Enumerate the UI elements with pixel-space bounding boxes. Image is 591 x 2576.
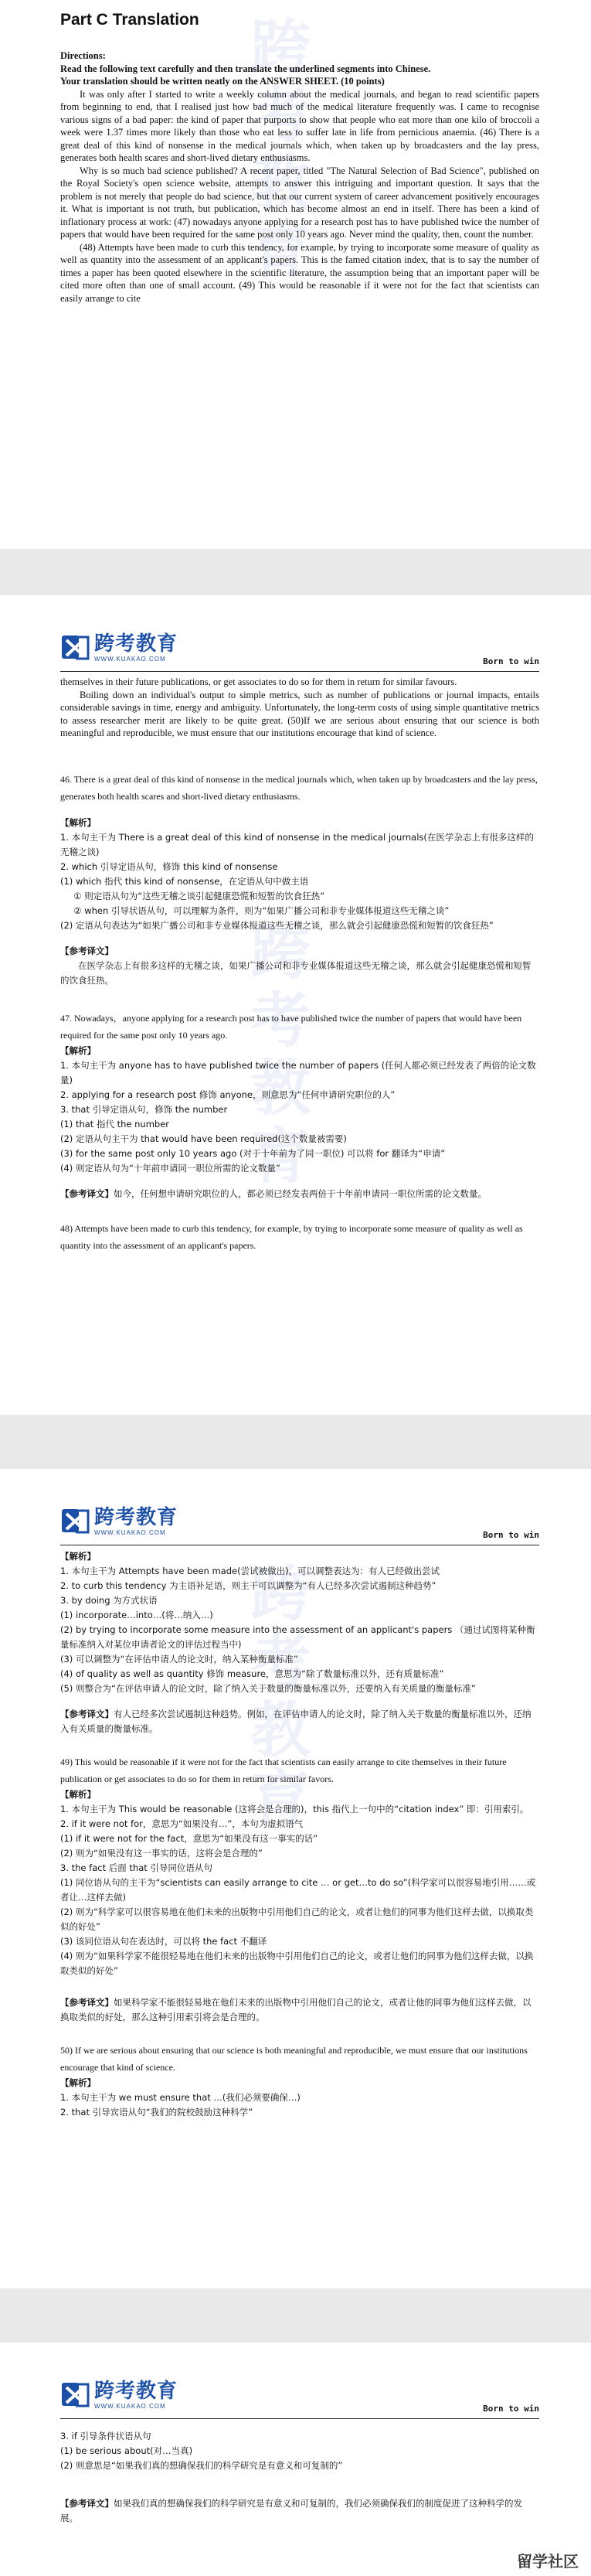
brand-logo [60, 2380, 215, 2414]
q46-analysis-5: ② when 引导状语从句，可以理解为条件，则为“如果广播公司和非专业媒体报道这些无稽之谈” [73, 905, 450, 916]
analysis-label: 【解析】 [60, 1789, 96, 1800]
q49-analysis-7: (2) 则为“科学家可以很容易地在他们未来的出版物中引用他们自己的论文，或者让他们的同事为他们这样去做，以换取类似的好处” [60, 1906, 534, 1932]
q50-analysis-2: 2. that 引导宾语从句“我们的院校鼓励这种科学” [60, 2107, 253, 2118]
question-46: 46. There is a great deal of this kind of nonsense in the medical journals which, when taken up by broadcasters and the lay press, generates both health scares and short-lived dietary enthusiasms. [60, 773, 538, 802]
passage-paragraph-2: Why is so much bad science published? A recent paper, titled "The Natural Selection of Bad Science", published on the Royal Society's open science website, attempts to answer this intriguing and important question. It says that the problem is not merely that people do bad science, but that our current system of career advancement positively encourages it. What is important is not truth, but publication, which has become almost an end in itself. There has been a kind of inflationary process at work: (47) nowadays anyone applying for a research post has to have published twice the number of papers that would have been required for the same post only 10 years ago. Never mind the quality, then, count the number. [60, 165, 539, 240]
watermark: 跨考教育 [240, 920, 310, 1192]
logo-text: 跨考教育 [94, 1506, 178, 1529]
q49-reference [60, 1995, 539, 2025]
q48-analysis-4: (1) incorporate…into…(将…纳入…) [60, 1610, 213, 1620]
q46-analysis-4: ① 则定语从句为“这些无稽之谈引起健康恐慌和短暂的饮食狂热” [73, 890, 325, 901]
directions-line-2: Your translation should be written neatly on the ANSWER SHEET. (10 points) [60, 76, 385, 87]
slogan: Born to win [483, 656, 539, 666]
q47-reference-text: 如今，任何想申请研究职位的人，都必须已经发表两倍于十年前申请同一职位所需的论文数量。 [114, 1187, 487, 1199]
question-47: 47. Nowadays，anyone applying for a research post has to have published twice the number of papers that would have been required for the same post only 10 years ago. [60, 1012, 522, 1041]
q49-analysis-8: (3) 该同位语从句在表达时，可以将 the fact 不翻译 [60, 1936, 267, 1947]
slogan: Born to win [483, 2404, 539, 2414]
q48-analysis-8: (5) 则整合为“在评估申请人的论文时，除了纳入关于数量的衡量标准以外，还要纳入有关质量的衡量标准” [60, 1683, 476, 1694]
passage-paragraph-continued: themselves in their future publications, or get associates to do so for them in return for similar favours. [60, 676, 457, 687]
q49-reference-text: 如果科学家不能很轻易地在他们未来的出版物中引用他们自己的论文，或者让他的同事为他们这样去做，以换取类似的好处，那么这种引用索引将会是合理的。 [60, 1997, 532, 2022]
q48-analysis-7: (4) of quality as well as quantity 修饰 measure，意思为“除了数量标准以外，还有质量标准” [60, 1668, 444, 1679]
q49-analysis-5: 3. the fact 后面 that 引导同位语从句 [60, 1862, 212, 1873]
page-header [60, 1500, 539, 1545]
q50-analysis-1: 1. 本句主干为 we must ensure that …(我们必须要确保…) [60, 2092, 301, 2103]
q47-reference [60, 1187, 539, 1201]
q46-analysis-6: (2) 定语从句表达为“如果广播公司和非专业媒体报道这些无稽之谈，那么就会引起健康恐慌和短暂的饮食狂热” [60, 919, 494, 931]
q47-analysis-2: 2. applying for a research post 修饰 anyone，则意思为“任何申请研究职位的人” [60, 1089, 396, 1100]
q48-reference [60, 1707, 539, 1736]
page-gap [0, 1415, 591, 1469]
question-49: 49) This would be reasonable if it were not for the fact that scientists can easily arrange to cite themselves in their future publication or get associates to do so for them in return for similar favors. [60, 1757, 507, 1784]
analysis-label: 【解析】 [60, 816, 96, 828]
watermark: 跨考教育 [240, 15, 310, 288]
q47-analysis-7: (4) 则定语从句为“十年前申请同一职位所需的论文数量” [60, 1162, 280, 1174]
reference-label: 【参考译文】 [60, 1709, 114, 1719]
q49-analysis-2: 2. if it were not for，意思为“如果没有…”，本句为虚拟语气 [60, 1818, 304, 1829]
q47-analysis-3: 3. that 引导定语从句，修饰 the number [60, 1103, 228, 1115]
directions-label: Directions: [60, 50, 106, 61]
question-48: 48) Attempts have been made to curb this tendency, for example, by trying to incorporate some measure of quality as well as quantity into the assessment of an applicant's papers. [60, 1222, 523, 1251]
logo-text: 跨考教育 [94, 632, 178, 656]
q48-reference-text: 有人已经多次尝试遏制这种趋势。例如，在评估申请人的论文时，除了纳入关于数量的衡量标准以外，还纳入有关质量的衡量标准。 [60, 1709, 532, 1734]
q49-analysis-4: (2) 则为“如果没有这一事实的话，这将会是合理的” [60, 1848, 263, 1859]
q46-analysis-3: (1) which 指代 this kind of nonsense，在定语从句中做主语 [60, 875, 309, 887]
q50-analysis-3: 3. if 引导条件状语从句 [60, 2431, 151, 2441]
corner-watermark: 留学社区 [517, 2552, 579, 2571]
q49-analysis-6: (1) 同位语从句的主干为“scientists can easily arrange to cite … or get…to do so”(科学家可以很容易地引用……或者让…这样去做) [60, 1877, 536, 1903]
logo-text: 跨考教育 [94, 2380, 178, 2403]
analysis-label: 【解析】 [60, 1551, 96, 1562]
page-3 [0, 1469, 591, 2288]
question-50: 50) If we are serious about ensuring that our science is both meaningful and reproducible, we must ensure that our institutions encourage that kind of science. [60, 2045, 528, 2073]
q47-analysis-6: (3) for the same post only 10 years ago (对于十年前为了同一职位) 可以将 for 翻译为“申请” [60, 1147, 446, 1159]
q49-analysis-9: (4) 则为“如果科学家不能很轻易地在他们未来的出版物中引用他们自己的论文，或者让他们的同事为他们这样去做，以换取类似的好处” [60, 1951, 534, 1976]
reference-label: 【参考译文】 [60, 2498, 114, 2509]
q48-analysis-3: 3. by doing 为方式状语 [60, 1595, 158, 1606]
reference-label: 【参考译文】 [60, 1997, 114, 2008]
q50-reference-text: 如果我们真的想确保我们的科学研究是有意义和可复制的，我们必须确保我们的制度促进了这种科学的发展。 [60, 2498, 522, 2523]
page-header [60, 626, 539, 672]
q49-analysis-3: (1) if it were not for the fact，意思为“如果没有这一事实的话” [60, 1833, 318, 1844]
logo-mark-icon [60, 2380, 90, 2409]
q49-analysis-1: 1. 本句主干为 This would be reasonable (这将会是合理的)，this 指代上一句中的“citation index” 即：引用索引。 [60, 1804, 529, 1814]
section-title: Part C Translation [60, 11, 199, 29]
reference-label: 【参考译文】 [60, 1187, 114, 1199]
passage-paragraph-4: Boiling down an individual's output to simple metrics, such as number of publications or journal impacts, entails considerable savings in time, energy and ambiguity. Unfortunately, the long-term costs of using simple quantitative metrics to assess researcher merit are likely to be quite great. (50)If we are serious about ensuring that our science is both meaningful and reproducible, we must ensure that our institutions encourage that kind of science. [60, 689, 539, 738]
q47-analysis-4: (1) that 指代 the number [60, 1118, 170, 1130]
brand-logo [60, 1506, 215, 1540]
page-1 [0, 0, 591, 549]
q48-analysis-2: 2. to curb this tendency 为主语补足语，则主干可以调整为“有人已经多次尝试遏制这种趋势” [60, 1580, 436, 1591]
slogan: Born to win [483, 1530, 539, 1540]
passage-paragraph-1: It was only after I started to write a weekly column about the medical journals, and began to read scientific papers from beginning to end, that I realised just how bad much of the medical literature frequently was. I came to recognise various signs of a bad paper: the kind of paper that purports to show that people who eat more than one kilo of broccoli a week were 1.37 times more likely than those who eat less to suffer late in life from pernicious anaemia. (46) There is a great deal of this kind of nonsense in the medical journals which, when taken up by broadcasters and the lay press, generates both health scares and short-lived dietary enthusiasms. [60, 88, 539, 163]
analysis-label: 【解析】 [60, 1044, 96, 1056]
analysis-label: 【解析】 [60, 2077, 96, 2088]
q46-reference: 在医学杂志上有很多这样的无稽之谈，如果广播公司和非专业媒体报道这些无稽之谈，那么就会引起健康恐慌和短暂的饮食狂热。 [60, 959, 532, 986]
q50-reference [60, 2496, 539, 2526]
q46-analysis-2: 2. which 引导定语从句，修饰 this kind of nonsense [60, 860, 278, 872]
logo-url: WWW.KUAKAO.COM [94, 1529, 166, 1536]
logo-url: WWW.KUAKAO.COM [94, 656, 166, 663]
page-gap [0, 2288, 591, 2343]
logo-mark-icon [60, 632, 90, 662]
q48-analysis-1: 1. 本句主干为 Attempts have been made(尝试被做出)，可以调整表达为：有人已经做出尝试 [60, 1566, 440, 1576]
logo-mark-icon [60, 1506, 90, 1535]
page-2 [0, 595, 591, 1415]
page-gap [0, 549, 591, 595]
passage-paragraph-3: (48) Attempts have been made to curb this tendency, for example, by trying to incorporate some measure of quality as well as quantity into the assessment of an applicant's papers. This is the famed citation index, that is to say the number of times a paper has been quoted elsewhere in the scientific literature, the assumption being that an important paper will be cited more often than one of small account. (49) This would be reasonable if it were not for the fact that scientists can easily arrange to cite [60, 241, 539, 304]
q50-analysis-5: (2) 则意思是“如果我们真的想确保我们的科学研究是有意义和可复制的” [60, 2460, 343, 2471]
q47-analysis-5: (2) 定语从句主干为 that would have been required(这个数量被需要) [60, 1133, 347, 1144]
q46-analysis-1: 1. 本句主干为 There is a great deal of this kind of nonsense in the medical journals(在医学杂志上有很多这样的无稽之谈) [60, 831, 534, 857]
q48-analysis-6: (3) 可以调整为“在评估申请人的论文时，纳入某种衡量标准” [60, 1654, 298, 1665]
brand-logo [60, 632, 215, 666]
directions-line-1: Read the following text carefully and then translate the underlined segments into Chinese. [60, 63, 431, 74]
page-header [60, 2373, 539, 2419]
q47-analysis-1: 1. 本句主干为 anyone has to have published twice the number of papers (任何人都必须已经发表了两倍的论文数量) [60, 1059, 536, 1085]
q48-analysis-5: (2) by trying to incorporate some measure into the assessment of an applicant's papers （通过试图将某种衡量标准纳入对某位申请者论文的评估过程当中) [60, 1624, 535, 1650]
reference-label: 【参考译文】 [60, 945, 114, 956]
page-4 [0, 2343, 591, 2576]
watermark: 跨考教育 [240, 1562, 310, 1834]
q50-analysis-4: (1) be serious about(对…当真) [60, 2445, 193, 2456]
logo-url: WWW.KUAKAO.COM [94, 2403, 166, 2410]
